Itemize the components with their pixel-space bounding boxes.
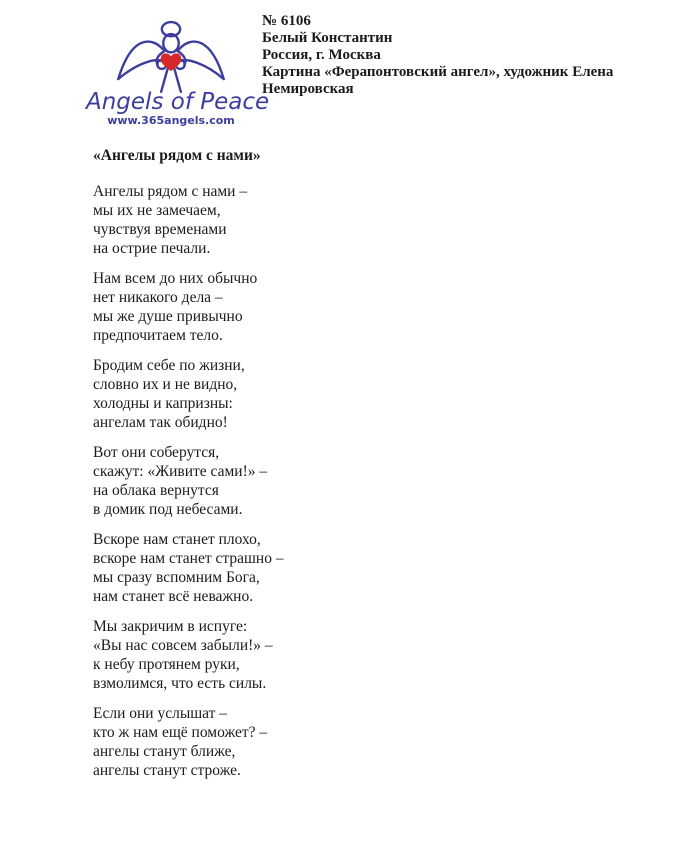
- poem-title: «Ангелы рядом с нами»: [93, 147, 261, 164]
- angel-heart-icon: [89, 20, 253, 96]
- poem-stanza: [93, 617, 513, 693]
- poem-stanza: [93, 704, 513, 780]
- poem-line: «Вы нас совсем забыли!» –: [93, 637, 273, 654]
- artwork-description: Картина «Ферапонтовский ангел», художник Елена Немировская: [262, 64, 614, 97]
- poem-line: взмолимся, что есть силы.: [93, 675, 267, 692]
- poem-line: предпочитаем тело.: [93, 327, 223, 344]
- poem-stanza: [93, 182, 513, 258]
- poem-line: Если они услышат –: [93, 705, 228, 722]
- poem-stanza: [93, 530, 513, 606]
- poem-line: Нам всем до них обычно: [93, 270, 258, 287]
- poem-line: Вскоре нам станет плохо,: [93, 531, 261, 548]
- poem-line: холодны и капризны:: [93, 395, 233, 412]
- poem-stanza: [93, 269, 513, 345]
- poem-line: скажут: «Живите сами!» –: [93, 463, 268, 480]
- poem-line: на облака вернутся: [93, 482, 219, 499]
- logo-website-text: www.365angels.com: [107, 114, 235, 127]
- author-location: Россия, г. Москва: [262, 47, 381, 63]
- poem-line: Ангелы рядом с нами –: [93, 183, 248, 200]
- submission-header: [262, 13, 654, 98]
- poem-line: Бродим себе по жизни,: [93, 357, 245, 374]
- entry-number: № 6106: [262, 13, 311, 29]
- poem-line: вскоре нам станет страшно –: [93, 550, 284, 567]
- poem-line: ангелам так обидно!: [93, 414, 228, 431]
- poem-line: к небу протянем руки,: [93, 656, 240, 673]
- poem-line: чувствуя временами: [93, 221, 227, 238]
- poem-line: мы их не замечаем,: [93, 202, 221, 219]
- logo-brand-text: Angels of Peace: [86, 89, 270, 115]
- poem-line: в домик под небесами.: [93, 501, 243, 518]
- poem-line: ангелы станут строже.: [93, 762, 241, 779]
- poem-line: кто ж нам ещё поможет? –: [93, 724, 268, 741]
- poem-line: мы сразу вспомним Бога,: [93, 569, 260, 586]
- poem-line: нет никакого дела –: [93, 289, 223, 306]
- logo: [86, 20, 270, 127]
- poem-line: на острие печали.: [93, 240, 211, 257]
- poem-line: ангелы станут ближе,: [93, 743, 236, 760]
- poem-line: мы же душе привычно: [93, 308, 243, 325]
- poem: [93, 146, 513, 791]
- poem-stanzas: [93, 182, 513, 780]
- poem-stanza: [93, 356, 513, 432]
- poem-line: нам станет всё неважно.: [93, 588, 254, 605]
- poem-line: словно их и не видно,: [93, 376, 238, 393]
- poem-line: Вот они соберутся,: [93, 444, 220, 461]
- poem-stanza: [93, 443, 513, 519]
- author-name: Белый Константин: [262, 30, 393, 46]
- poem-line: Мы закричим в испуге:: [93, 618, 248, 635]
